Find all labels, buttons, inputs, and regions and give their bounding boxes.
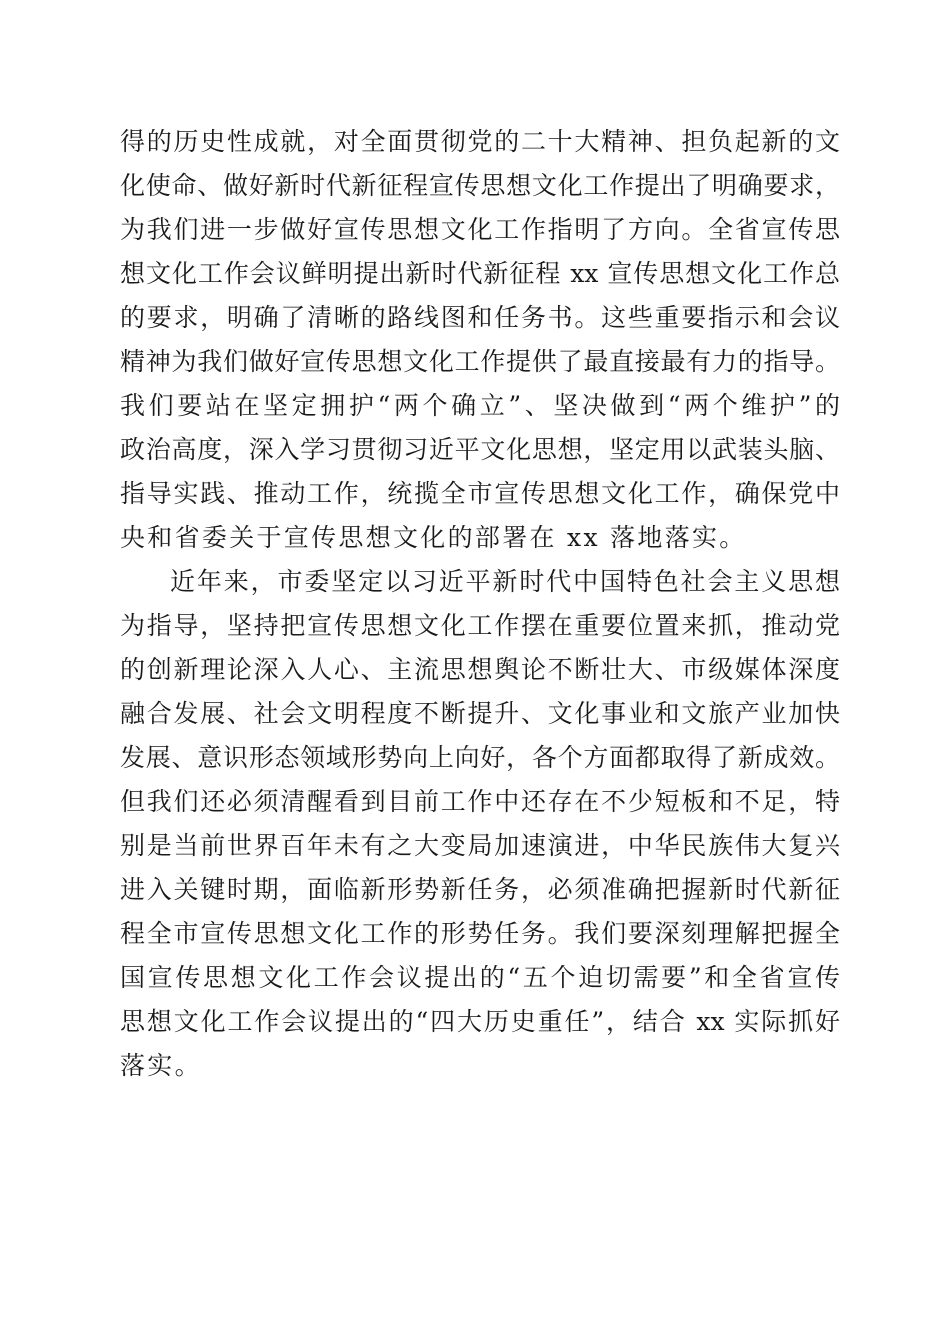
text-line: 想文化工作会议鲜明提出新时代新征程 xx 宣传思想文化工作总 [120, 259, 840, 288]
text-line: 发展、意识形态领域形势向上向好，各个方面都取得了新成效。 [120, 743, 840, 772]
text-line: 精神为我们做好宣传思想文化工作提供了最直接最有力的指导。 [120, 347, 840, 376]
paragraph-2 [120, 560, 840, 1088]
text-line: 落实。 [120, 1051, 202, 1080]
text-line: 化使命、做好新时代新征程宣传思想文化工作提出了明确要求， [120, 171, 840, 200]
text-line: 程全市宣传思想文化工作的形势任务。我们要深刻理解把握全 [120, 919, 840, 948]
text-line: 国宣传思想文化工作会议提出的“五个迫切需要”和全省宣传 [120, 963, 840, 992]
text-line: 为指导，坚持把宣传思想文化工作摆在重要位置来抓，推动党 [120, 611, 840, 640]
text-line: 的要求，明确了清晰的路线图和任务书。这些重要指示和会议 [120, 303, 840, 332]
text-line: 我们要站在坚定拥护“两个确立”、坚决做到“两个维护”的 [120, 391, 840, 420]
text-line: 政治高度，深入学习贯彻习近平文化思想，坚定用以武装头脑、 [120, 435, 840, 464]
text-line: 别是当前世界百年未有之大变局加速演进，中华民族伟大复兴 [120, 831, 840, 860]
body-text [120, 120, 840, 1088]
text-line: 央和省委关于宣传思想文化的部署在 xx 落地落实。 [120, 523, 747, 552]
paragraph-1 [120, 120, 840, 560]
text-line: 得的历史性成就，对全面贯彻党的二十大精神、担负起新的文 [120, 127, 840, 156]
text-line: 进入关键时期，面临新形势新任务，必须准确把握新时代新征 [120, 875, 840, 904]
text-line: 为我们进一步做好宣传思想文化工作指明了方向。全省宣传思 [120, 215, 840, 244]
text-line: 思想文化工作会议提出的“四大历史重任”，结合 xx 实际抓好 [120, 1007, 840, 1036]
text-line: 但我们还必须清醒看到目前工作中还存在不少短板和不足，特 [120, 787, 840, 816]
text-line: 的创新理论深入人心、主流思想舆论不断壮大、市级媒体深度 [120, 655, 840, 684]
text-line: 融合发展、社会文明程度不断提升、文化事业和文旅产业加快 [120, 699, 840, 728]
text-line: 近年来，市委坚定以习近平新时代中国特色社会主义思想 [170, 567, 840, 596]
text-line: 指导实践、推动工作，统揽全市宣传思想文化工作，确保党中 [120, 479, 840, 508]
